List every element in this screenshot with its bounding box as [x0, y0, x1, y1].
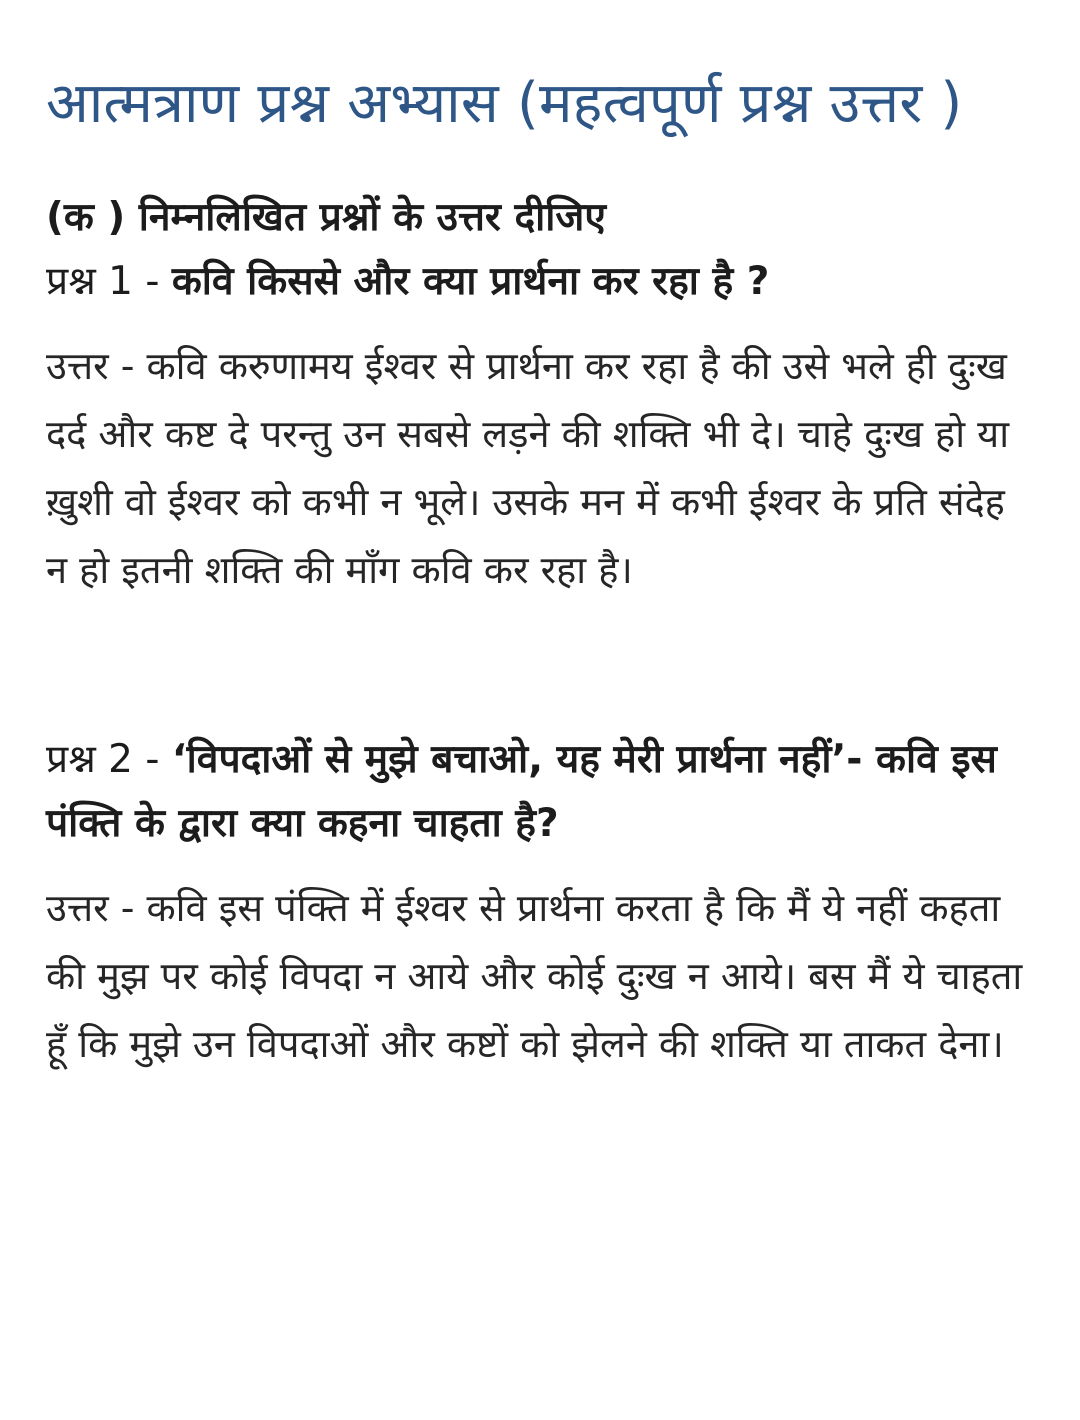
- section-heading: (क ) निम्नलिखित प्रश्नों के उत्तर दीजिए: [46, 195, 606, 240]
- question-1: [46, 250, 1034, 314]
- answer-1: उत्तर - कवि करुणामय ईश्वर से प्रार्थना कर रहा है की उसे भले ही दुःख दर्द और कष्ट दे परन्तु उन सबसे लड़ने की शक्ति भी दे। चाहे दुःख हो या ख़ुशी वो ईश्वर को कभी न भूले। उसके मन में कभी ईश्वर के प्रति संदेह न हो इतनी शक्ति की माँग कवि कर रहा है।: [46, 344, 1010, 592]
- question-1-text: कवि किससे और क्या प्रार्थना कर रहा है ?: [171, 259, 770, 304]
- page-title: आत्मत्राण प्रश्न अभ्यास (महत्वपूर्ण प्रश्न उत्तर ): [46, 71, 963, 136]
- question-1-label: प्रश्न 1 -: [46, 259, 172, 304]
- question-2: [46, 728, 1034, 856]
- question-2-text: ‘विपदाओं से मुझे बचाओ, यह मेरी प्रार्थना नहीं’- कवि इस पंक्ति के द्वारा क्या कहना चाहता है?: [46, 737, 997, 846]
- answer-2: उत्तर - कवि इस पंक्ति में ईश्वर से प्रार्थना करता है कि मैं ये नहीं कहता की मुझ पर कोई विपदा न आये और कोई दुःख न आये। बस मैं ये चाहता हूँ कि मुझे उन विपदाओं और कष्टों को झेलने की शक्ति या ताकत देना।: [46, 886, 1023, 1066]
- question-2-label: प्रश्न 2 -: [46, 737, 172, 782]
